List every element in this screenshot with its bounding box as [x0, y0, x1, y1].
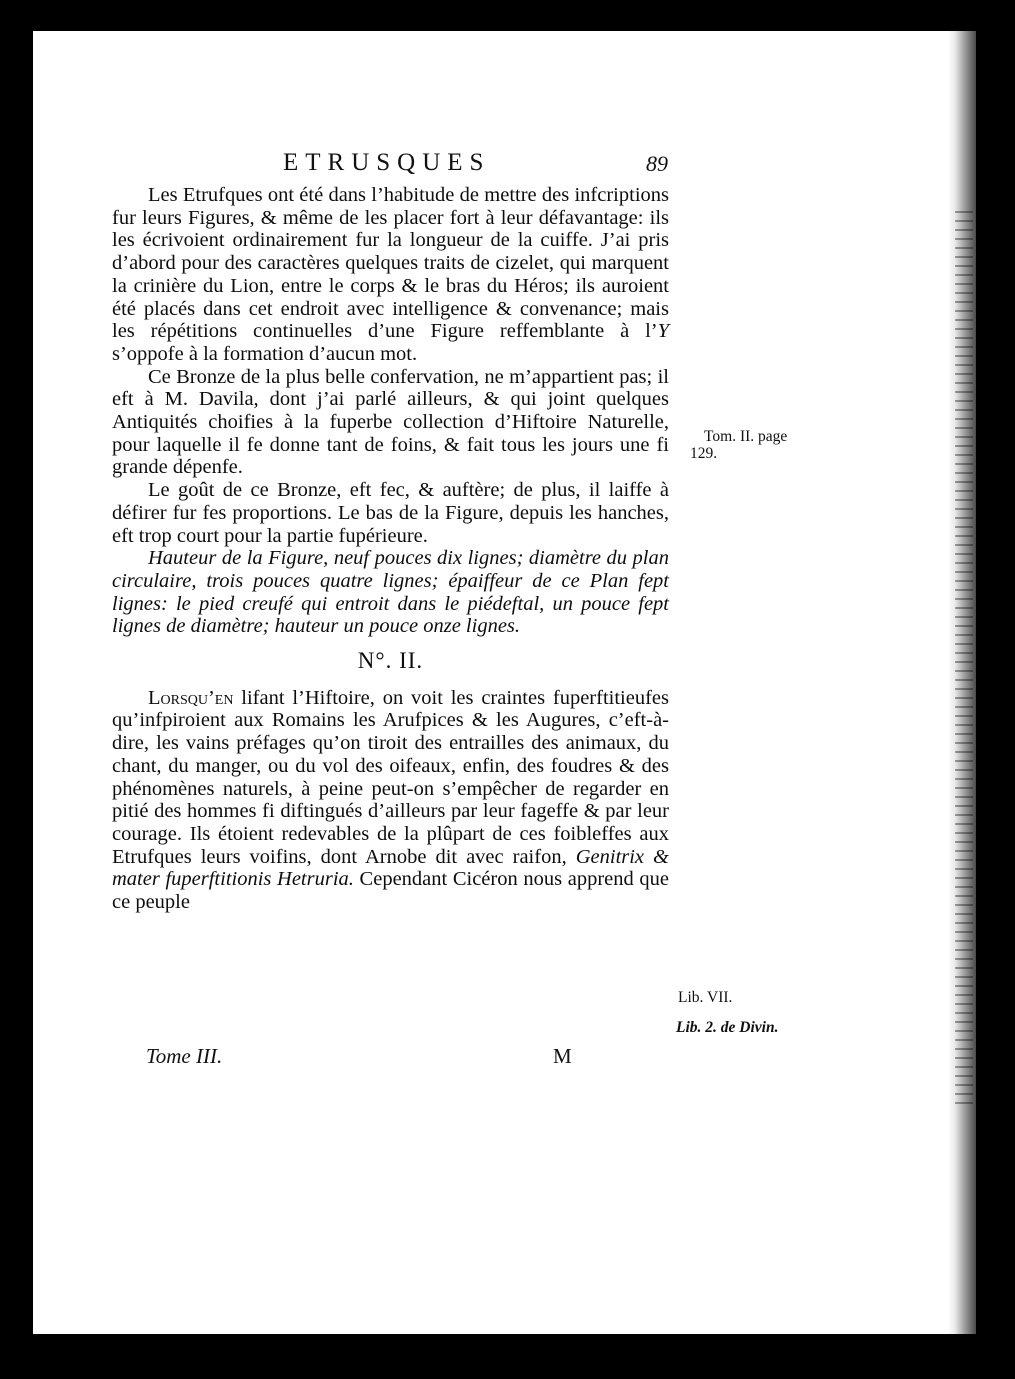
paragraph-5-text: lifant l’Hiftoire, on voit les craintes fuperftitieufes qu’infpiroient aux Romains les Arufpices & les Augures, c’eft-à-dire, les vains préfages qu’on tiroit des entrailles des animaux, du chant, du manger, ou du vol des oifeaux, enfin, des foudres & des phénomènes naturels, à peine peut-on s’empêcher de regarder en pitié des hommes fi diftingués d’ailleurs par leur fageffe & par leur courage. Ils étoient redevables de la plûpart de ces foibleffes aux Etrufques leurs voifins, dont Arnobe dit avec raifon, — [112, 686, 669, 868]
paragraph-1-letter-y: Y — [657, 320, 669, 343]
paragraph-1 — [112, 184, 669, 366]
margin-note-lib-vii: Lib. VII. — [678, 989, 733, 1006]
signature-mark: M — [553, 1044, 572, 1068]
paragraph-3: Le goût de ce Bronze, eft fec, & auftère; de plus, il laiffe à défirer fur fes proportions. Le bas de la Figure, depuis les hanches, eft trop court pour la partie fupérieure. — [112, 479, 669, 547]
paragraph-5-lead: Lorsqu’en — [148, 686, 234, 709]
main-text-column — [112, 184, 669, 914]
paragraph-2: Ce Bronze de la plus belle confervation, ne m’appartient pas; il eft à M. Davila, dont j’ai parlé ailleurs, & qui joint quelques Antiquités choifies à la fuperbe collection d’Hiftoire Naturelle, pour laquelle il fe donne tant de foins, & fait tous les jours une fi grande dépenfe. — [112, 365, 669, 479]
paragraph-4-measurements: Hauteur de la Figure, neuf pouces dix lignes; diamètre du plan circulaire, trois pouces quatre lignes; épaiffeur de ce Plan fept lignes: le pied creufé qui entroit dans le piédeftal, un pouce fept lignes de diamètre; hauteur un pouce onze lignes. — [112, 547, 669, 638]
paragraph-1-end: s’oppofe à la formation d’aucun mot. — [112, 342, 418, 365]
margin-note-tom-ii-line2: 129. — [690, 445, 718, 462]
running-title: ETRUSQUES — [283, 149, 491, 176]
margin-note-lib-divin: Lib. 2. de Divin. — [676, 1019, 779, 1036]
book-page — [33, 31, 976, 1334]
page-footer — [146, 1044, 606, 1072]
page-number: 89 — [646, 151, 668, 176]
page-edge-streaks — [955, 211, 973, 1111]
paragraph-5-quote: Genitrix & mater fuperftitionis Hetruria. — [112, 845, 669, 891]
paragraph-5-end: Cependant Cicéron nous apprend que ce peuple — [112, 868, 669, 914]
paragraph-1-text: Les Etrufques ont été dans l’habitude de mettre des infcriptions fur leurs Figures, & même de les placer fort à leur défavantage: ils les écrivoient ordinairement fur la longueur de la cuiffe. J’ai pris d’abord pour des caractères quelques traits de cizelet, qui marquent la crinière du Lion, entre le corps & le bras du Héros; ils auroient été placés dans cet endroit avec intelligence & convenance; mais les répétitions continuelles d’une Figure reffemblante à l’ — [112, 184, 669, 343]
page-header — [248, 149, 668, 181]
margin-note-tom-ii-line1: Tom. II. page — [704, 428, 788, 445]
paragraph-5 — [112, 687, 669, 914]
margin-note-tom-ii — [690, 428, 787, 462]
volume-label: Tome III. — [146, 1044, 223, 1068]
section-title: N°. II. — [357, 648, 424, 674]
